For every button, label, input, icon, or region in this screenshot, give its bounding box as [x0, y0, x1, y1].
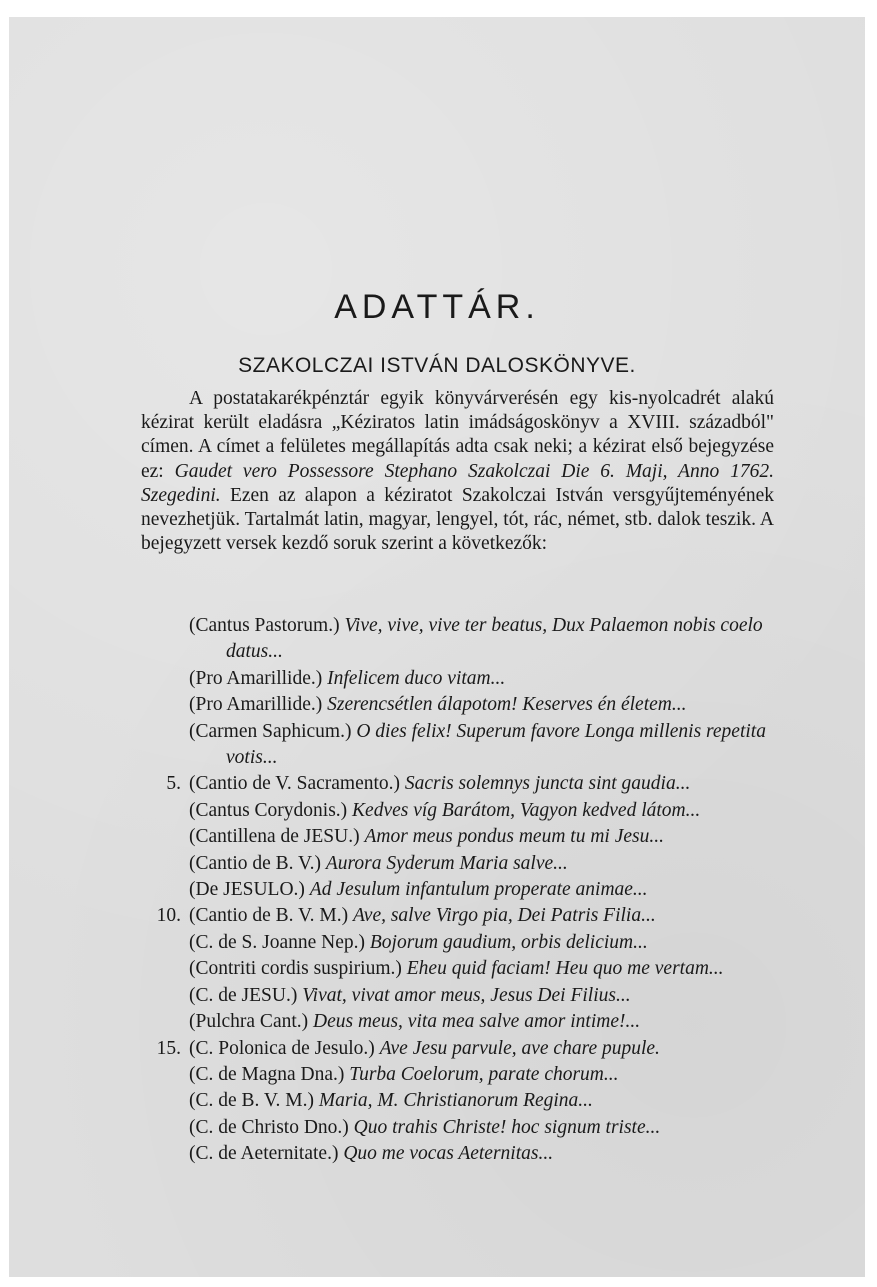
song-entry: [141, 1009, 781, 1035]
song-entry: [141, 771, 781, 797]
entry-title: (Contriti cordis suspirium.): [189, 958, 407, 980]
song-entry: [141, 666, 781, 692]
song-entry: [141, 1036, 781, 1062]
song-entry: [141, 1062, 781, 1088]
song-entry: [141, 983, 781, 1009]
entry-title: (Carmen Saphicum.): [189, 720, 357, 742]
entry-incipit: Turba Coelorum, parate chorum...: [349, 1063, 619, 1085]
entry-number: 5.: [166, 773, 181, 795]
entry-number: 15.: [156, 1037, 181, 1059]
song-entry: [141, 692, 781, 718]
intro-quote: Gaudet vero Possessore Stephano Szakolczai Die 6. Maji, Anno 1762. Szegedini.: [141, 460, 774, 506]
entry-title: (C. de JESU.): [189, 984, 303, 1006]
entry-incipit: Deus meus, vita mea salve amor intime!...: [313, 1011, 641, 1033]
song-entry: [141, 877, 781, 903]
entry-title: (Cantus Pastorum.): [189, 615, 345, 636]
song-entry: [141, 719, 781, 772]
entry-title: (C. de S. Joanne Nep.): [189, 931, 370, 953]
entry-title: (Cantus Corydonis.): [189, 799, 353, 821]
song-entry: [141, 613, 781, 666]
scanned-page: [9, 17, 865, 1277]
entry-incipit: Quo trahis Christe! hoc signum triste...: [353, 1116, 661, 1138]
song-entry: [141, 903, 781, 929]
song-entry: [141, 1088, 781, 1114]
entry-title: (De JESULO.): [189, 879, 310, 901]
entry-incipit: Kedves víg Barátom, Vagyon kedved látom...: [352, 799, 701, 821]
song-entry: [141, 956, 781, 982]
entry-title: (Pro Amarillide.): [189, 694, 328, 716]
entry-incipit: Vivat, vivat amor meus, Jesus Dei Filius...: [302, 984, 631, 1006]
song-entry: [141, 1141, 781, 1167]
entry-incipit: Amor meus pondus meum tu mi Jesu...: [364, 826, 664, 848]
section-title: ADATTÁR.: [334, 288, 540, 326]
song-entry: [141, 824, 781, 850]
entry-incipit: Aurora Syderum Maria salve...: [325, 852, 568, 874]
entry-title: (Pro Amarillide.): [189, 667, 328, 689]
entry-title: (Cantillena de JESU.): [189, 826, 365, 848]
entry-incipit: O dies felix! Superum favore Longa millenis repetita votis...: [226, 720, 766, 769]
intro-text-end: Ezen az alapon a kéziratot Szakolczai István versgyűjteményének nevezhetjük. Tartalmát latin, magyar, lengyel, tót, rác, német, stb. dalok teszik. A bejegyzett versek kezdő soruk szerint a következők:: [141, 484, 774, 555]
entry-title: (Cantio de B. V. M.): [189, 905, 353, 927]
entry-incipit: Ad Jesulum infantulum properate animae...: [309, 879, 648, 901]
song-entry: [141, 851, 781, 877]
entry-incipit: Szerencsétlen álapotom! Keserves én életem...: [327, 694, 687, 716]
entry-title: (Cantio de V. Sacramento.): [189, 773, 405, 795]
entry-title: (Cantio de B. V.): [189, 852, 326, 874]
entry-title: (C. Polonica de Jesulo.): [189, 1037, 380, 1059]
entry-title: (C. de Aeternitate.): [189, 1143, 344, 1165]
article-title: SZAKOLCZAI ISTVÁN DALOSKÖNYVE.: [238, 354, 636, 377]
entry-incipit: Ave Jesu parvule, ave chare pupule.: [379, 1037, 660, 1059]
intro-paragraph: [141, 387, 774, 556]
song-list: [141, 613, 781, 1168]
entry-title: (C. de Christo Dno.): [189, 1116, 354, 1138]
song-entry: [141, 798, 781, 824]
entry-incipit: Infelicem duco vitam...: [327, 667, 506, 689]
song-entry: [141, 930, 781, 956]
entry-number: 10.: [156, 905, 181, 927]
entry-title: (C. de B. V. M.): [189, 1090, 319, 1112]
entry-incipit: Sacris solemnys juncta sint gaudia...: [404, 773, 691, 795]
entry-incipit: Vive, vive, vive ter beatus, Dux Palaemon nobis coelo datus...: [226, 615, 763, 663]
entry-incipit: Eheu quid faciam! Heu quo me vertam...: [406, 958, 724, 980]
entry-incipit: Maria, M. Christianorum Regina...: [318, 1090, 593, 1112]
entry-incipit: Bojorum gaudium, orbis delicium...: [369, 931, 648, 953]
song-entry: [141, 1115, 781, 1141]
entry-incipit: Ave, salve Virgo pia, Dei Patris Filia...: [352, 905, 656, 927]
entry-title: (C. de Magna Dna.): [189, 1063, 350, 1085]
entry-title: (Pulchra Cant.): [189, 1011, 314, 1033]
entry-incipit: Quo me vocas Aeternitas...: [343, 1143, 554, 1165]
intro-text-start: A postatakarékpénztár egyik könyvárverésén egy kis-nyolcadrét alakú kézirat került eladásra „Kéziratos latin imádságoskönyv a XVIII. századból" címen. A címet a felületes megállapítás adta csak neki; a kézirat első bejegyzése ez:: [141, 388, 774, 482]
